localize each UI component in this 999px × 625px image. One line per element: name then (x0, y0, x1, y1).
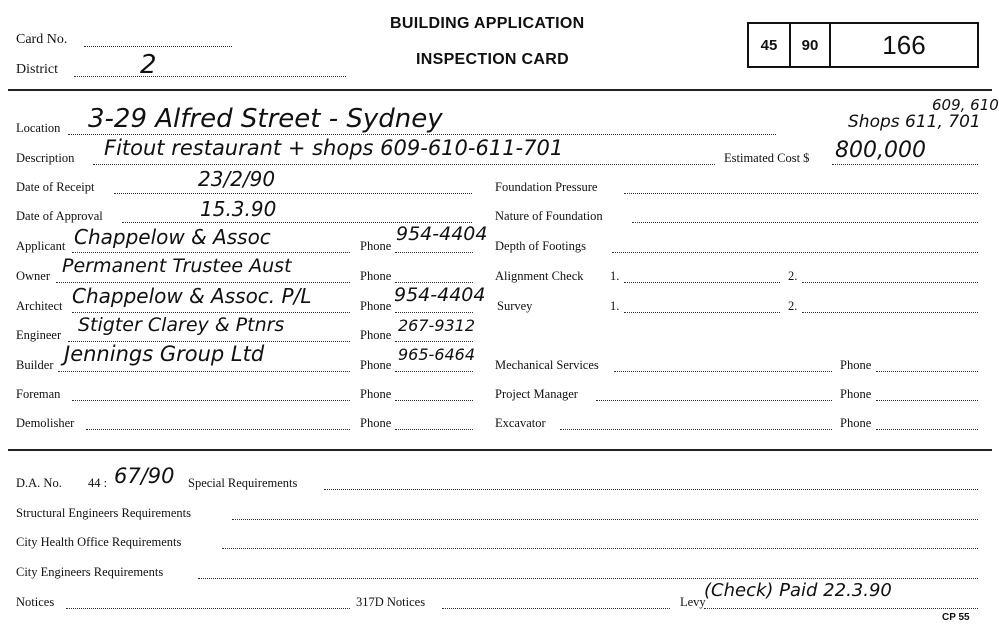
builder-label: Builder (16, 358, 54, 372)
mechanical-phone-line (876, 371, 978, 372)
demolisher-line (86, 429, 350, 430)
district-label: District (16, 62, 58, 77)
section-divider (8, 449, 992, 451)
applicant-label: Applicant (16, 239, 66, 253)
alignment-line-2 (802, 282, 978, 283)
architect-phone-line (395, 312, 473, 313)
location-value: 3-29 Alfred Street - Sydney (88, 104, 443, 134)
date-approval-label: Date of Approval (16, 209, 103, 223)
demolisher-phone-label: Phone (360, 416, 392, 430)
engineers-label: City Engineers Requirements (16, 565, 164, 579)
box-cell-1: 45 (749, 24, 791, 66)
alignment-label: Alignment Check (495, 269, 584, 283)
applicant-phone-line (395, 252, 473, 253)
architect-phone: 954-4404 (394, 284, 486, 306)
da-label: D.A. No. (16, 476, 62, 490)
date-receipt-value: 23/2/90 (198, 167, 276, 191)
estimated-cost-value: 800,000 (835, 138, 926, 163)
levy-value: (Check) Paid 22.3.90 (704, 580, 892, 601)
applicant-phone-label: Phone (360, 239, 392, 253)
date-receipt-line (114, 193, 472, 194)
levy-line (704, 608, 978, 609)
excavator-line (560, 429, 832, 430)
owner-phone-label: Phone (360, 269, 392, 283)
owner-label: Owner (16, 269, 51, 283)
engineer-label: Engineer (16, 328, 62, 342)
special-label: Special Requirements (188, 476, 298, 490)
location-label: Location (16, 121, 61, 135)
card-no-label: Card No. (16, 32, 68, 47)
engineer-phone-label: Phone (360, 328, 392, 342)
description-value: Fitout restaurant + shops 609-610-611-701 (104, 136, 564, 160)
builder-phone-label: Phone (360, 358, 392, 372)
owner-phone-line (395, 282, 473, 283)
header-divider (8, 89, 992, 91)
architect-value: Chappelow & Assoc. P/L (72, 284, 312, 308)
structural-label: Structural Engineers Requirements (16, 506, 191, 520)
project-manager-label: Project Manager (495, 387, 578, 401)
box-cell-2: 90 (791, 24, 831, 66)
demolisher-phone-line (395, 429, 473, 430)
excavator-phone-line (876, 429, 978, 430)
notices-label: Notices (16, 595, 55, 609)
date-receipt-label: Date of Receipt (16, 180, 95, 194)
survey-line-1 (624, 312, 780, 313)
alignment-num-2: 2. (788, 269, 798, 283)
title-line-1: BUILDING APPLICATION (390, 15, 585, 32)
notices-317d-label: 317D Notices (356, 595, 426, 609)
card-no-line (84, 46, 232, 47)
estimated-cost-line (832, 164, 978, 165)
applicant-line (72, 252, 350, 253)
nature-foundation-label: Nature of Foundation (495, 209, 603, 223)
location-line (68, 134, 776, 135)
project-manager-line (596, 400, 832, 401)
foreman-phone-line (395, 400, 473, 401)
card-number: 166 (882, 29, 926, 60)
foundation-pressure-line (624, 193, 978, 194)
notices-317d-line (442, 608, 670, 609)
engineers-line (198, 578, 978, 579)
applicant-value: Chappelow & Assoc (74, 225, 271, 249)
da-prefix: 44 : (88, 476, 108, 490)
estimated-cost-label: Estimated Cost $ (724, 151, 810, 165)
health-label: City Health Office Requirements (16, 535, 182, 549)
location-note-top: 609, 610 (932, 96, 999, 114)
builder-phone: 965-6464 (398, 345, 476, 364)
engineer-value: Stigter Clarey & Ptnrs (78, 314, 285, 336)
owner-value: Permanent Trustee Aust (62, 255, 292, 277)
structural-line (232, 519, 978, 520)
foreman-phone-label: Phone (360, 387, 392, 401)
foreman-label: Foreman (16, 387, 61, 401)
builder-value: Jennings Group Ltd (64, 342, 265, 366)
project-manager-phone-label: Phone (840, 387, 872, 401)
survey-label: Survey (497, 299, 533, 313)
demolisher-label: Demolisher (16, 416, 75, 430)
survey-num-2: 2. (788, 299, 798, 313)
levy-label: Levy (680, 595, 706, 609)
excavator-phone-label: Phone (840, 416, 872, 430)
mechanical-phone-label: Phone (840, 358, 872, 372)
description-label: Description (16, 151, 75, 165)
mechanical-label: Mechanical Services (495, 358, 599, 372)
alignment-line-1 (624, 282, 780, 283)
card-number-box (747, 22, 979, 68)
mechanical-line (614, 371, 832, 372)
location-note-bottom: Shops 611, 701 (848, 112, 981, 132)
architect-label: Architect (16, 299, 63, 313)
foreman-line (72, 400, 350, 401)
alignment-num-1: 1. (610, 269, 620, 283)
nature-foundation-line (632, 222, 978, 223)
notices-line (66, 608, 350, 609)
footer-code: CP 55 (942, 612, 970, 623)
architect-phone-label: Phone (360, 299, 392, 313)
date-approval-value: 15.3.90 (200, 197, 277, 221)
survey-line-2 (802, 312, 978, 313)
applicant-phone: 954-4404 (396, 223, 488, 245)
project-manager-phone-line (876, 400, 978, 401)
survey-num-1: 1. (610, 299, 620, 313)
builder-line (58, 371, 350, 372)
district-value: 2 (140, 50, 157, 80)
da-value: 67/90 (114, 464, 175, 488)
owner-line (56, 282, 350, 283)
foundation-pressure-label: Foundation Pressure (495, 180, 598, 194)
depth-footings-line (612, 252, 978, 253)
engineer-phone: 267-9312 (398, 316, 476, 335)
title-line-2: INSPECTION CARD (416, 51, 569, 68)
depth-footings-label: Depth of Footings (495, 239, 586, 253)
excavator-label: Excavator (495, 416, 546, 430)
description-line (93, 164, 715, 165)
special-line (324, 489, 978, 490)
builder-phone-line (395, 371, 473, 372)
architect-line (72, 312, 350, 313)
engineer-phone-line (395, 341, 473, 342)
health-line (222, 548, 978, 549)
district-line (74, 76, 346, 77)
